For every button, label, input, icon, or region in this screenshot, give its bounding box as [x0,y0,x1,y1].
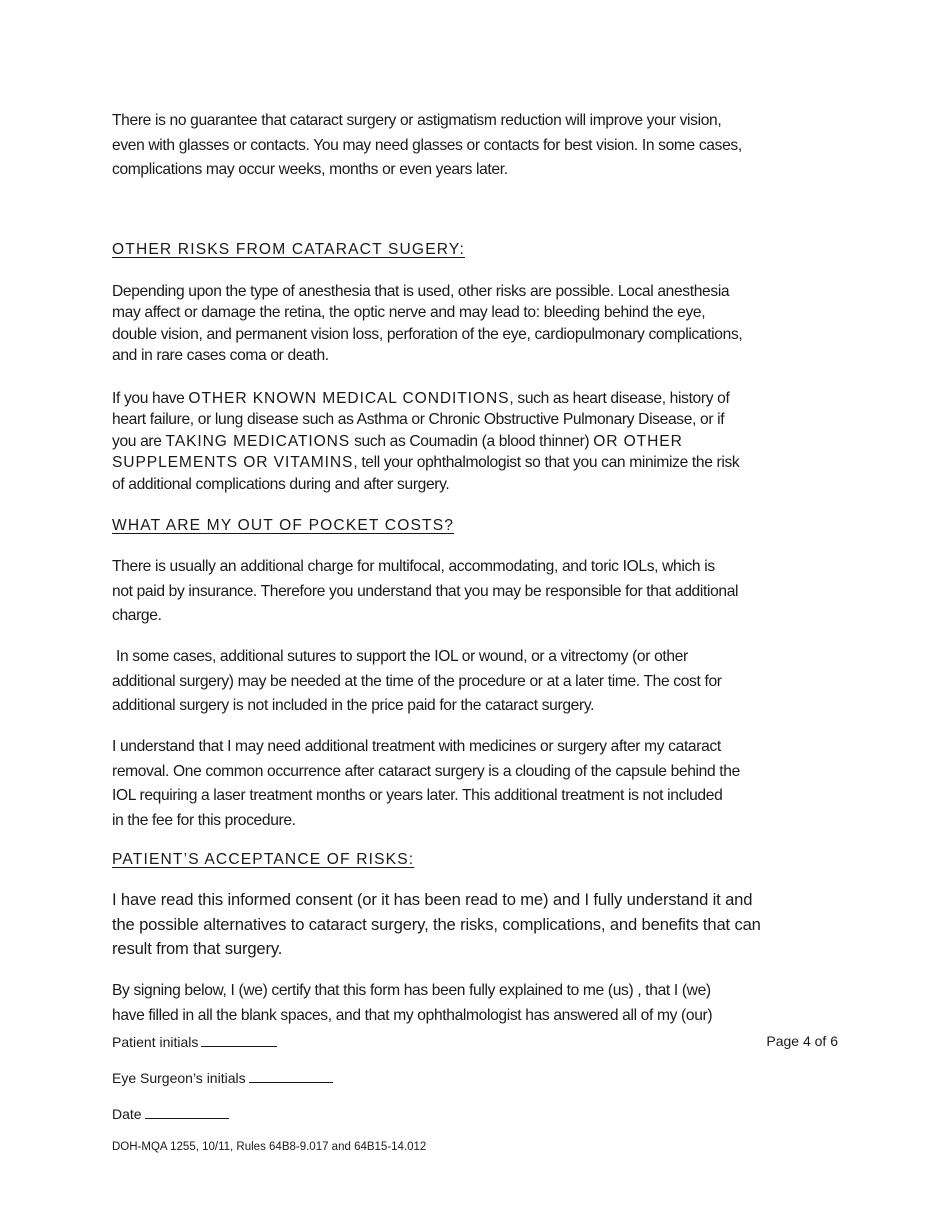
conditions-line-5: of additional complications during and after surgery. [112,475,450,493]
additional-surgery-line-3: additional surgery is not included in the price paid for the cataract surgery. [112,697,595,715]
intro-line-1: There is no guarantee that cataract surgery or astigmatism reduction will improve your vision, [112,112,722,129]
date-label: Date [112,1106,142,1122]
date-blank[interactable] [145,1105,229,1119]
certification-paragraph [112,979,840,1028]
intro-paragraph [112,109,840,183]
additional-treatment-line-4: in the fee for this procedure. [112,811,296,829]
supplements-caps: OR OTHER [593,432,683,450]
anesthesia-line-2: may affect or damage the retina, the optic nerve and may lead to: bleeding behind the eye, [112,304,706,322]
surgeon-initials-blank[interactable] [249,1069,333,1083]
surgeon-initials-field [112,1069,333,1086]
date-field [112,1105,229,1122]
conditions-text: such as Coumadin (a blood thinner) [350,432,594,450]
iol-charge-paragraph [112,555,840,629]
conditions-line-1 [112,388,840,409]
additional-treatment-line-1: I understand that I may need additional treatment with medicines or surgery after my cataract [112,738,721,755]
medications-caps: TAKING MEDICATIONS [165,432,351,450]
additional-surgery-line-1: In some cases, additional sutures to support the IOL or wound, or a vitrectomy (or other [112,648,688,665]
conditions-line-3 [112,431,840,452]
additional-treatment-line-3: IOL requiring a laser treatment months or years later. This additional treatment is not included [112,787,723,805]
anesthesia-risks-paragraph [112,281,840,367]
costs-heading: WHAT ARE MY OUT OF POCKET COSTS? [112,517,455,534]
intro-line-2: even with glasses or contacts. You may need glasses or contacts for best vision. In some cases, [112,136,742,154]
additional-treatment-line-2: removal. One common occurrence after cataract surgery is a clouding of the capsule behind the [112,762,740,780]
additional-surgery-line-2: additional surgery) may be needed at the time of the procedure or at a later time. The cost for [112,672,722,690]
certification-line-1: By signing below, I (we) certify that this form has been fully explained to me (us) , that I (we) [112,982,711,999]
consent-read-paragraph [112,888,840,962]
conditions-line-4 [112,452,840,473]
patient-initials-blank[interactable] [201,1033,277,1047]
consent-read-line-1: I have read this informed consent (or it has been read to me) and I fully understand it and [112,890,753,909]
conditions-text: you are [112,432,166,450]
conditions-text: , such as heart disease, history of [509,390,730,407]
consent-read-line-3: result from that surgery. [112,939,283,959]
iol-charge-line-1: There is usually an additional charge for multifocal, accommodating, and toric IOLs, which is [112,558,715,575]
anesthesia-line-3: double vision, and permanent vision loss, perforation of the eye, cardiopulmonary complications, [112,325,743,343]
conditions-caps: OTHER KNOWN MEDICAL CONDITIONS [188,390,510,407]
additional-surgery-paragraph [112,645,840,719]
anesthesia-line-4: and in rare cases coma or death. [112,347,329,365]
certification-line-2: have filled in all the blank spaces, and that my ophthalmologist has answered all of my (our) [112,1006,713,1024]
conditions-text: , tell your ophthalmologist so that you can minimize the risk [353,454,740,472]
additional-treatment-paragraph [112,735,840,833]
conditions-text: If you have [112,390,189,407]
iol-charge-line-2: not paid by insurance. Therefore you understand that you may be responsible for that additional [112,582,739,600]
conditions-line-2: heart failure, or lung disease such as Asthma or Chronic Obstructive Pulmonary Disease, or if [112,411,725,429]
iol-charge-line-3: charge. [112,607,162,625]
anesthesia-line-1: Depending upon the type of anesthesia that is used, other risks are possible. Local anesthesia [112,283,730,300]
intro-line-3: complications may occur weeks, months or even years later. [112,161,508,179]
other-risks-heading: OTHER RISKS FROM CATARACT SUGERY: [112,241,466,258]
patient-initials-field [112,1033,277,1050]
page-number: Page 4 of 6 [766,1033,838,1049]
patient-initials-label: Patient initials [112,1034,199,1050]
acceptance-heading: PATIENT’S ACCEPTANCE OF RISKS: [112,851,415,868]
surgeon-initials-label: Eye Surgeon’s initials [112,1070,246,1086]
medical-conditions-paragraph [112,388,840,495]
vitamins-caps: SUPPLEMENTS OR VITAMINS [112,454,354,472]
document-page [112,0,840,1230]
form-identifier: DOH-MQA 1255, 10/11, Rules 64B8-9.017 and 64B15-14.012 [112,1141,427,1153]
consent-read-line-2: the possible alternatives to cataract surgery, the risks, complications, and benefits that can [112,914,761,934]
